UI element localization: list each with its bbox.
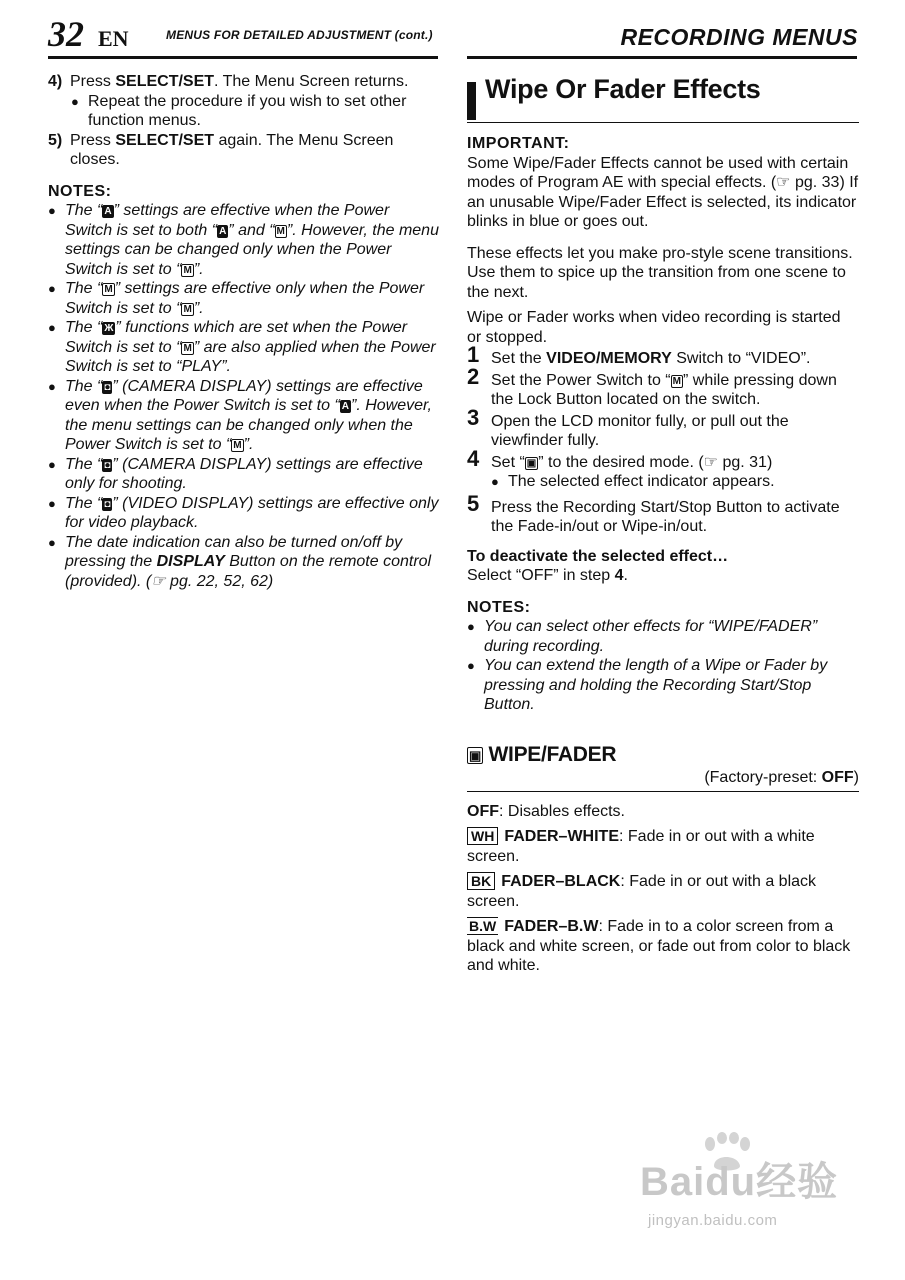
key-name: DISPLAY bbox=[156, 553, 225, 570]
note-item: ● The “ ◘ ” (CAMERA DISPLAY) settings are effective only for shooting. bbox=[48, 455, 440, 494]
display-icon: ◘ bbox=[104, 459, 111, 471]
factory-preset: (Factory-preset: OFF) bbox=[467, 768, 859, 792]
title-bar-marker bbox=[467, 82, 476, 120]
step-4-bullet: ● Repeat the procedure if you wish to set other function menus. bbox=[48, 92, 440, 131]
notes-heading: NOTES: bbox=[48, 182, 112, 200]
notes-heading: NOTES: bbox=[467, 598, 531, 616]
note-item: ● The “ M ” settings are effective only when the Power Switch is set to “ M ”. bbox=[48, 279, 440, 318]
section-title: Wipe Or Fader Effects bbox=[485, 74, 761, 104]
left-header-rule bbox=[48, 56, 438, 59]
mode-fader-black: BK FADER–BLACK: Fade in or out with a black screen. bbox=[467, 873, 817, 910]
step-1: 1 Set the VIDEO/MEMORY Switch to “VIDEO”. bbox=[467, 342, 811, 367]
watermark-brand: Baidu经验 bbox=[640, 1160, 839, 1204]
manual-mode-icon: M bbox=[183, 264, 192, 276]
system-menu-icon: Ж bbox=[104, 323, 114, 334]
right-column bbox=[467, 72, 859, 976]
watermark-url: jingyan.baidu.com bbox=[648, 1212, 778, 1229]
switch-name: VIDEO/MEMORY bbox=[546, 350, 672, 367]
key-name: SELECT/SET bbox=[115, 73, 215, 90]
step-number: 4) bbox=[48, 73, 63, 90]
note-item: ● The “ A ” settings are effective when the Power Switch is set to both “ A ” and “ M ”. However, the menu settings can be changed only when the Power Switch is set to “ M ”. bbox=[48, 201, 440, 279]
wipe-fader-icon: ▣ bbox=[526, 457, 537, 469]
auto-mode-icon: A bbox=[341, 401, 350, 412]
fader-white-icon: WH bbox=[467, 827, 498, 845]
note-item: ● You can extend the length of a Wipe or Fader by pressing and holding the Recording Start/Stop Button. bbox=[467, 656, 859, 715]
page-number: 32 bbox=[48, 14, 84, 54]
note-item: ● The “ ◘ ” (VIDEO DISPLAY) settings are effective only for video playback. bbox=[48, 494, 440, 533]
step-number: 5) bbox=[48, 131, 63, 149]
section-title-block bbox=[467, 76, 859, 122]
deactivate-text: Select “OFF” in step 4. bbox=[467, 567, 628, 584]
note-item: ● The date indication can also be turned on/off by pressing the DISPLAY Button on the remote control (provided). (☞ pg. 22, 52, 62) bbox=[48, 533, 440, 592]
step-4-bullet: ● The selected effect indicator appears. bbox=[491, 472, 859, 492]
note-item: ● You can select other effects for “WIPE/FADER” during recording. bbox=[467, 617, 859, 656]
wipe-fader-icon: ▣ bbox=[469, 747, 481, 763]
mode-off: OFF: Disables effects. bbox=[467, 802, 625, 820]
step-number: 2 bbox=[467, 363, 480, 389]
key-name: SELECT/SET bbox=[115, 131, 215, 149]
manual-mode-icon: M bbox=[233, 440, 242, 451]
page-ref-icon: ☞ bbox=[151, 572, 166, 590]
title-underline bbox=[467, 122, 859, 123]
step-5: 5 Press the Recording Start/Stop Button to activate the Fade-in/out or Wipe-in/out. bbox=[467, 490, 840, 535]
left-running-title: MENUS FOR DETAILED ADJUSTMENT (cont.) bbox=[166, 28, 433, 42]
mode-fader-bw: B.W FADER–B.W: Fade in to a color screen from a black and white screen, or fade out from color to black and white. bbox=[467, 918, 851, 974]
fader-black-icon: BK bbox=[467, 872, 495, 890]
important-heading: IMPORTANT: bbox=[467, 135, 570, 152]
step-number: 1 bbox=[467, 342, 480, 367]
auto-mode-icon: A bbox=[219, 225, 227, 237]
fader-bw-icon: B.W bbox=[469, 918, 497, 934]
wipe-fader-heading: ▣ WIPE/FADER bbox=[469, 742, 617, 766]
display-icon: ◘ bbox=[104, 498, 111, 510]
manual-mode-icon: M bbox=[672, 375, 681, 387]
step-2: 2 Set the Power Switch to “ M ” while pressing down the Lock Button located on the switch. bbox=[467, 363, 837, 408]
note-item: ● The “ ◘ ” (CAMERA DISPLAY) settings are effective even when the Power Switch is set to “ A ”. However, the menu settings can be changed only when the Power Switch is set to “ M ”. bbox=[48, 377, 440, 455]
step-4: 4 Set “ ▣ ” to the desired mode. (☞ pg. 31) bbox=[467, 445, 773, 471]
note-item: ● The “ Ж ” functions which are set when the Power Switch is set to “ M ” are also applied when the Power Switch is set to “PLAY”. bbox=[48, 318, 440, 377]
manual-mode-icon: M bbox=[276, 225, 285, 237]
language-label: EN bbox=[98, 26, 129, 51]
left-column bbox=[48, 72, 440, 591]
manual-menu-icon: M bbox=[104, 284, 113, 295]
page-ref-icon: ☞ bbox=[776, 174, 791, 191]
step-5: 5) Press SELECT/SET again. The Menu Screen closes. bbox=[48, 131, 394, 168]
step-number: 3 bbox=[467, 404, 480, 430]
step-number: 4 bbox=[467, 445, 480, 471]
manual-mode-icon: M bbox=[183, 342, 192, 354]
intro-paragraph: These effects let you make pro-style scene transitions. Use them to spice up the transition from one scene to the next. bbox=[467, 244, 853, 301]
step-4: 4) Press SELECT/SET. The Menu Screen returns. bbox=[48, 73, 409, 90]
auto-mode-icon: A bbox=[104, 206, 112, 217]
right-header-rule bbox=[467, 56, 857, 59]
page-ref-icon: ☞ bbox=[703, 453, 719, 471]
intro-paragraph: Wipe or Fader works when video recording is started or stopped. bbox=[467, 309, 841, 346]
right-running-title: RECORDING MENUS bbox=[620, 24, 858, 50]
display-icon: ◘ bbox=[104, 381, 111, 393]
important-text: Some Wipe/Fader Effects cannot be used with certain modes of Program AE with special effects. (☞ pg. 33) If an unusable Wipe/Fader Effect is selected, its indicator blinks in blue or goes out. bbox=[467, 154, 859, 230]
step-number: 5 bbox=[467, 490, 480, 516]
manual-mode-icon: M bbox=[183, 303, 192, 315]
mode-fader-white: WH FADER–WHITE: Fade in or out with a white screen. bbox=[467, 828, 815, 865]
deactivate-heading: To deactivate the selected effect… bbox=[467, 547, 729, 565]
step-3: 3 Open the LCD monitor fully, or pull out the viewfinder fully. bbox=[467, 404, 789, 449]
